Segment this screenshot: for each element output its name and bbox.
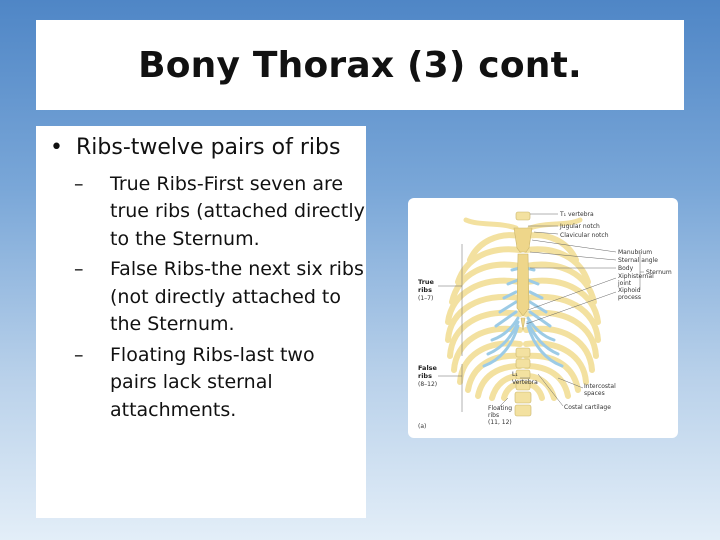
label-true-ribs-2: ribs bbox=[418, 286, 432, 294]
sub-bullet-text: False Ribs-the next six ribs (not directly attached to the Sternum. bbox=[110, 258, 364, 336]
label-clavicular-notch: Clavicular notch bbox=[560, 232, 609, 239]
label-costal-cartilage: Costal cartilage bbox=[564, 404, 611, 411]
content-box bbox=[36, 126, 366, 518]
label-xiphisternal-1: Xiphisternal bbox=[618, 273, 654, 280]
dash-marker: – bbox=[74, 343, 84, 366]
label-t1-vertebra: T₁ vertebra bbox=[560, 211, 594, 218]
sub-bullet-false-ribs bbox=[74, 256, 366, 339]
label-intercostal-2: spaces bbox=[584, 390, 605, 397]
title-box bbox=[36, 20, 684, 110]
label-sternal-angle: Sternal angle bbox=[618, 257, 658, 264]
label-floating-ribs-3: (11, 12) bbox=[488, 419, 512, 426]
dash-marker: – bbox=[74, 172, 84, 195]
label-intercostal-1: Intercostal bbox=[584, 383, 616, 390]
sub-bullet-true-ribs bbox=[74, 171, 366, 254]
sub-bullet-floating-ribs bbox=[74, 342, 366, 425]
slide-title: Bony Thorax (3) cont. bbox=[138, 44, 582, 86]
label-false-ribs-1: False bbox=[418, 364, 437, 372]
label-l1-vertebra-2: Vertebra bbox=[512, 379, 538, 386]
label-l1-vertebra-1: L₁ bbox=[512, 371, 518, 378]
rib-cage-figure bbox=[408, 198, 678, 438]
label-sternum: Sternum bbox=[646, 269, 672, 276]
sub-bullet-text: Floating Ribs-last two pairs lack sternal attachments. bbox=[110, 343, 315, 421]
rib-cage-illustration bbox=[408, 198, 678, 438]
label-false-ribs-3: (8–12) bbox=[418, 381, 438, 388]
main-bullet bbox=[46, 134, 366, 163]
label-view-a: (a) bbox=[418, 423, 427, 430]
dash-marker: – bbox=[74, 258, 84, 281]
label-true-ribs-1: True bbox=[418, 278, 434, 286]
main-bullet-text: Ribs-twelve pairs of ribs bbox=[76, 135, 341, 160]
label-jugular-notch: Jugular notch bbox=[560, 223, 600, 230]
label-body: Body bbox=[618, 265, 634, 272]
label-floating-ribs-1: Floating bbox=[488, 405, 513, 412]
label-xiphisternal-2: joint bbox=[618, 280, 632, 287]
label-xiphoid-2: process bbox=[618, 294, 642, 301]
label-true-ribs-3: (1–7) bbox=[418, 295, 434, 302]
label-manubrium: Manubrium bbox=[618, 249, 653, 256]
label-floating-ribs-2: ribs bbox=[488, 412, 500, 419]
sub-bullet-text: True Ribs-First seven are true ribs (attached directly to the Sternum. bbox=[110, 172, 365, 250]
label-false-ribs-2: ribs bbox=[418, 372, 432, 380]
bullet-marker: • bbox=[50, 135, 63, 160]
label-xiphoid-1: Xiphoid bbox=[618, 287, 641, 294]
sub-bullet-list bbox=[46, 171, 366, 425]
